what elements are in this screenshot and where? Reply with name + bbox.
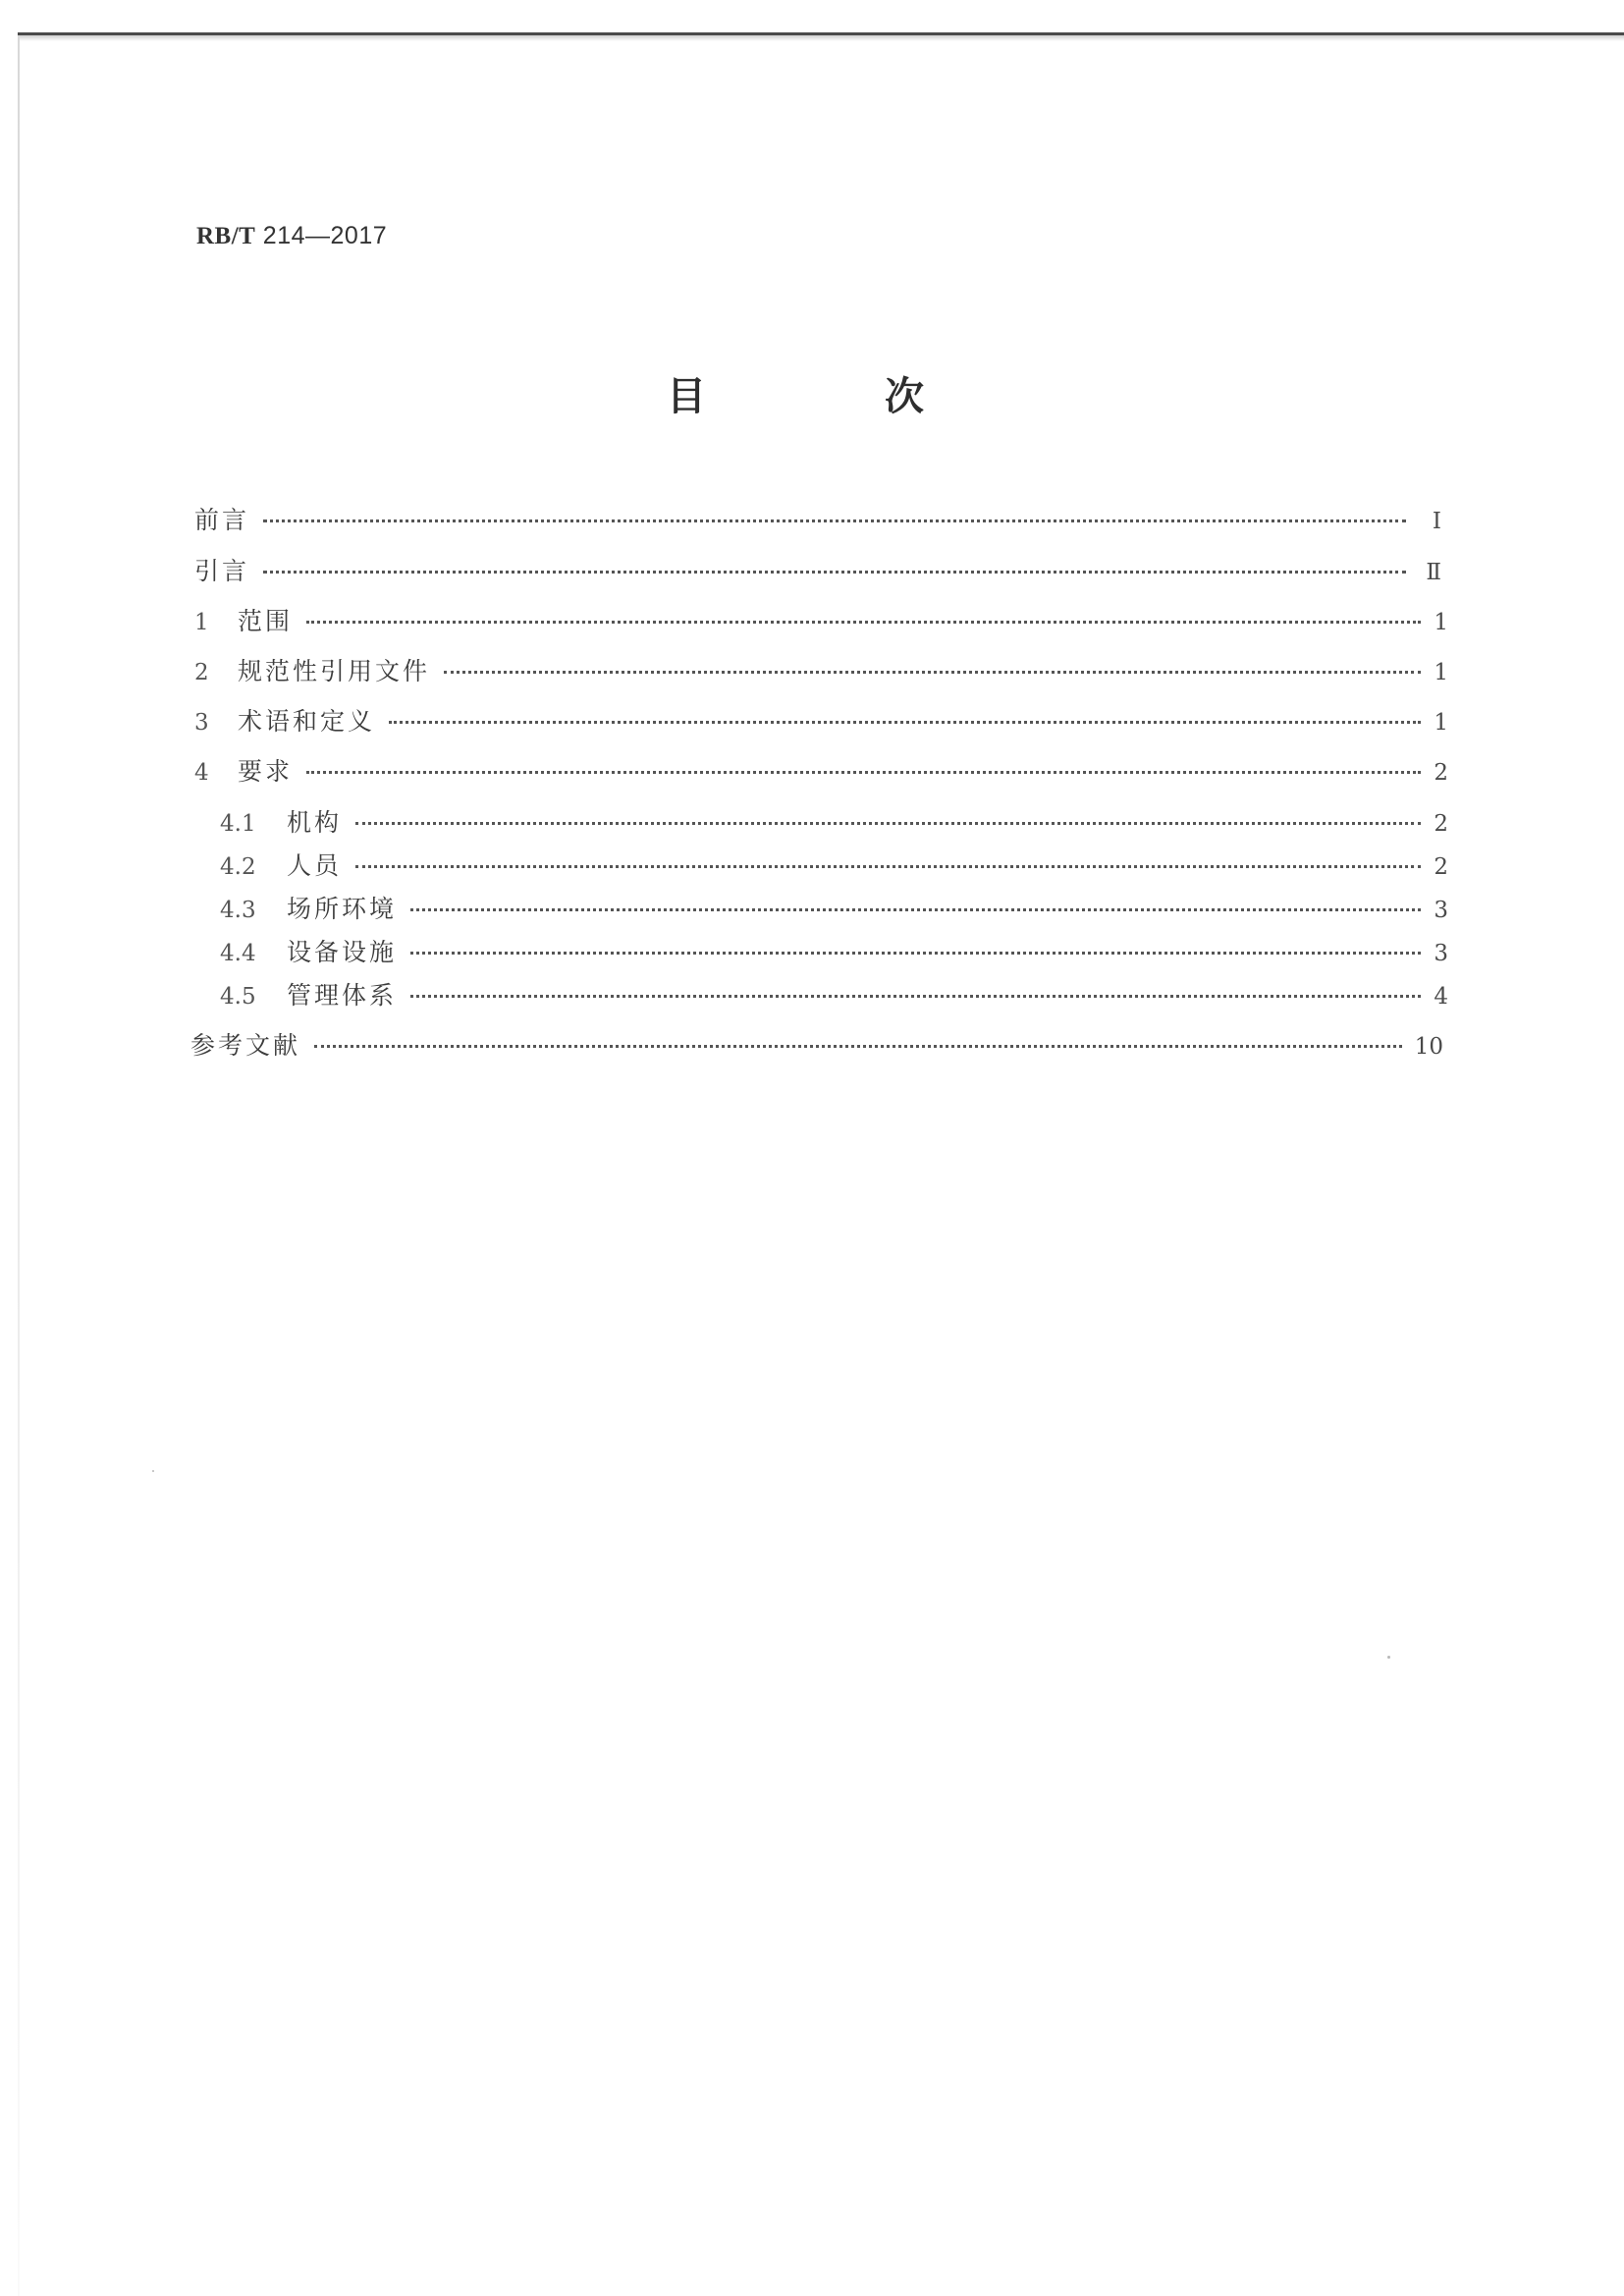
toc-entry-label: 规范性引用文件 <box>238 657 431 685</box>
toc-entry-number: 4.3 <box>220 898 256 923</box>
toc-entry-foreword[interactable] <box>194 501 1441 536</box>
page-title: 目 次 <box>667 374 1006 419</box>
toc-leader-dots <box>410 908 1421 911</box>
toc-entry-page: 10 <box>1414 1034 1443 1060</box>
toc-entry-number: 4 <box>194 760 209 786</box>
toc-entry-introduction[interactable] <box>194 552 1441 587</box>
toc-leader-dots <box>410 952 1421 955</box>
toc-entry-number: 3 <box>194 710 209 736</box>
toc-entry-number: 4.4 <box>220 941 256 966</box>
toc-entry-page: 2 <box>1434 854 1448 880</box>
toc-leader-dots <box>410 995 1421 998</box>
toc-leader-dots <box>444 671 1421 674</box>
toc-leader-dots <box>355 822 1421 825</box>
toc-leader-dots <box>355 865 1421 868</box>
toc-entry-normative-references[interactable] <box>194 652 1448 687</box>
toc-entry-number: 4.5 <box>220 984 256 1010</box>
toc-leader-dots <box>263 571 1406 574</box>
toc-entry-label: 范围 <box>238 607 294 635</box>
toc-entry-number: 4.1 <box>220 811 256 837</box>
toc-leader-dots <box>389 721 1421 724</box>
toc-entry-requirements[interactable] <box>194 752 1448 788</box>
scan-speck <box>152 1470 154 1472</box>
toc-entry-label: 术语和定义 <box>238 707 376 736</box>
toc-leader-dots <box>263 519 1406 522</box>
toc-entry-equipment-facilities[interactable] <box>220 933 1448 968</box>
document-code-number: 214—2017 <box>255 222 388 249</box>
document-code-prefix: RB/T <box>196 223 256 249</box>
toc-entry-page: Ⅱ <box>1426 560 1441 585</box>
toc-entry-label: 引言 <box>194 557 250 585</box>
toc-entry-premises-environment[interactable] <box>220 890 1448 925</box>
toc-entry-page: 2 <box>1434 811 1448 837</box>
toc-entry-page: 1 <box>1434 710 1448 736</box>
toc-entry-page: 1 <box>1434 610 1448 635</box>
toc-entry-terms-definitions[interactable] <box>194 702 1448 738</box>
toc-entry-personnel[interactable] <box>220 847 1448 882</box>
toc-leader-dots <box>306 621 1421 624</box>
toc-entry-number: 2 <box>194 660 209 685</box>
toc-entry-page: 2 <box>1434 760 1448 786</box>
toc-entry-label: 人员 <box>287 851 343 880</box>
toc-entry-bibliography[interactable] <box>190 1026 1443 1062</box>
toc-entry-organization[interactable] <box>220 803 1448 839</box>
toc-entry-management-system[interactable] <box>220 976 1448 1011</box>
toc-entry-page: 4 <box>1434 984 1448 1010</box>
toc-entry-page: Ⅰ <box>1432 509 1441 534</box>
toc-entry-number: 4.2 <box>220 854 256 880</box>
toc-leader-dots <box>314 1045 1402 1048</box>
toc-entry-page: 1 <box>1434 660 1448 685</box>
toc-entry-label: 场所环境 <box>287 895 398 923</box>
toc-entry-number: 1 <box>194 610 209 635</box>
toc-entry-label: 参考文献 <box>190 1031 301 1060</box>
toc-entry-scope[interactable] <box>194 602 1448 637</box>
toc-entry-label: 管理体系 <box>287 981 398 1010</box>
toc-entry-label: 设备设施 <box>287 938 398 966</box>
toc-leader-dots <box>306 771 1421 774</box>
toc-entry-page: 3 <box>1434 898 1448 923</box>
toc-entry-page: 3 <box>1434 941 1448 966</box>
toc-entry-label: 要求 <box>238 757 294 786</box>
toc-entry-label: 机构 <box>287 808 343 837</box>
toc-entry-label: 前言 <box>194 506 250 534</box>
scan-speck <box>1387 1656 1390 1659</box>
